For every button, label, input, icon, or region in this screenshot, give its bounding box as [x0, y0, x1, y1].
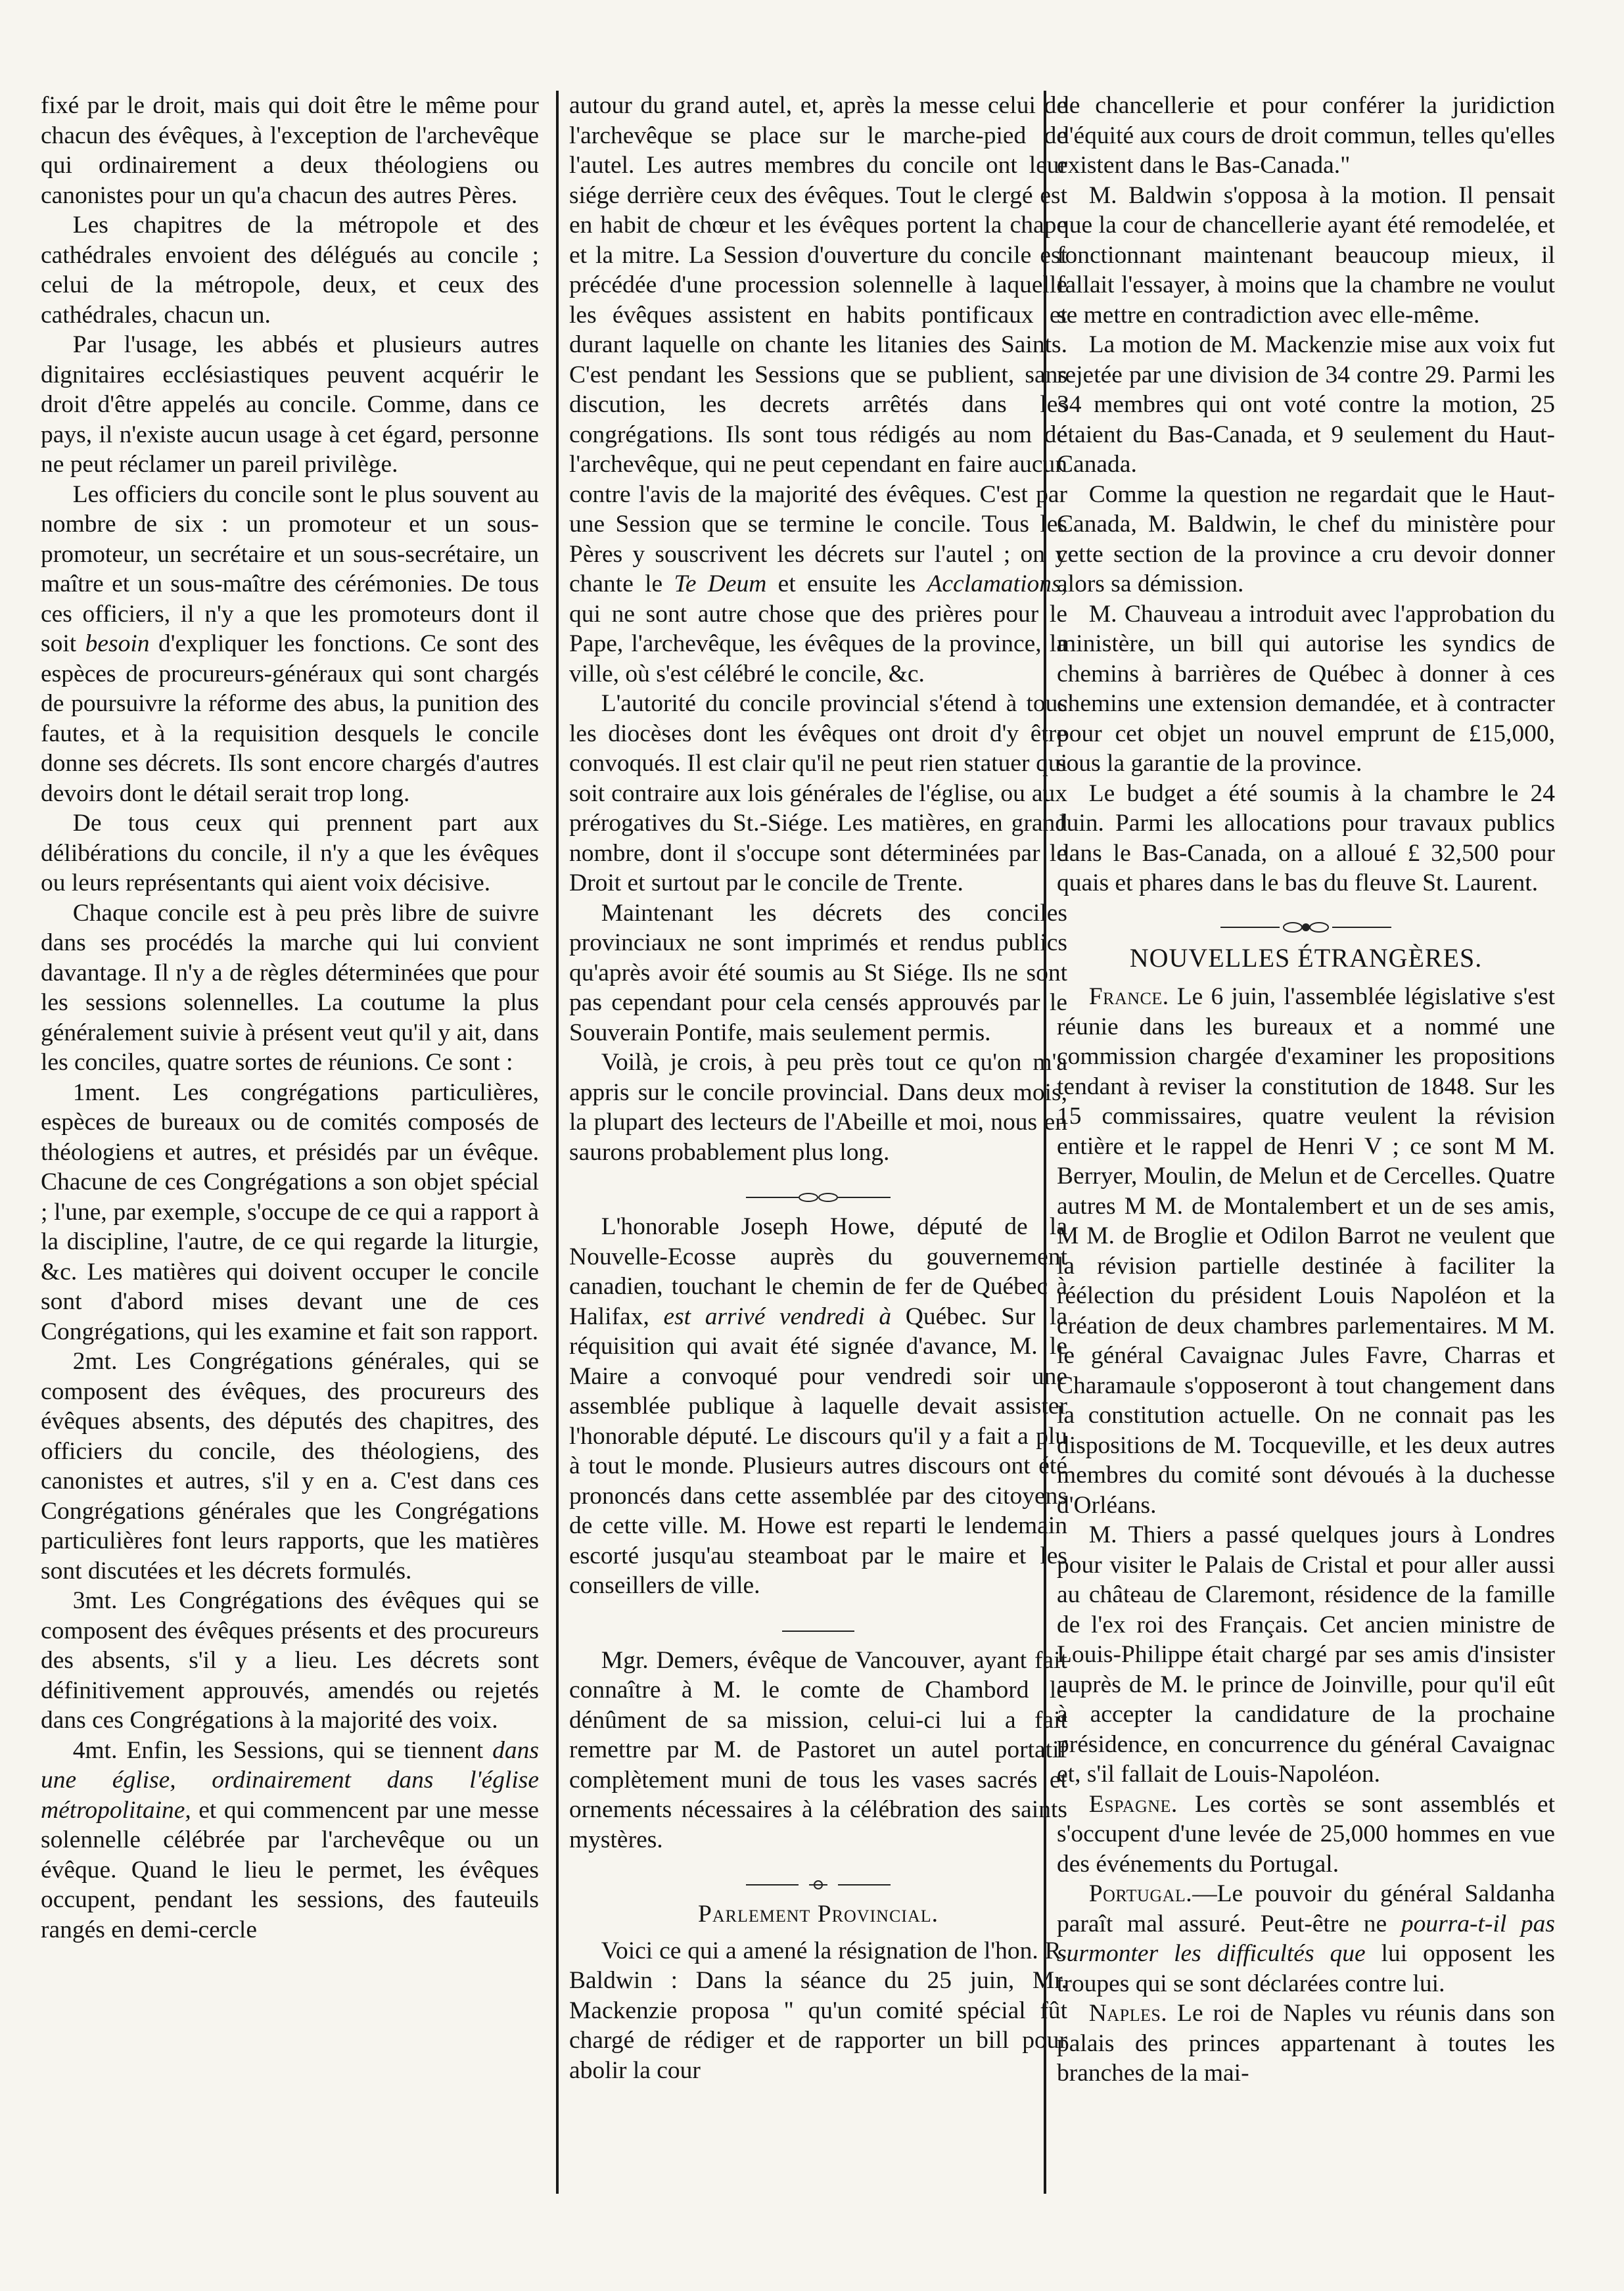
paragraph: L'autorité du concile provincial s'étend à tous les diocèses dont les évêques ont droit d'y être convoqués. Il est clair qu'il ne peut rien statuer qui soit contraire aux lois générales de l'église, ou aux prérogatives du St.-Siége. Les matières, en grand nombre, dont il s'occupe sont déterminées par le Droit et surtout par le concile de Trente.: [569, 690, 1067, 896]
paragraph: La motion de M. Mackenzie mise aux voix fut rejetée par une division de 34 contre 29. Parmi les 34 membres qui ont voté contre la motion, 25 étaient du Bas-Canada, et 9 seulement du Haut-Canada.: [1057, 331, 1555, 478]
paragraph: Les chapitres de la métropole et des cathédrales envoient des délégués au concile ; celui de la métropole, deux, et ceux des cathédrales, chacun un.: [41, 212, 539, 329]
italic-run: est arrivé vendredi à: [663, 1303, 892, 1330]
paragraph: 3mt. Les Congrégations des évêques qui se composent des évêques présents et des procureurs des absents, s'il y a lieu. Les décrets sont définitivement approuvés, amendés ou rejetés dans ces Congrégations à la majorité des voix.: [41, 1587, 539, 1734]
lead-word: Espagne.: [1088, 1790, 1178, 1818]
ornament-icon: [1220, 919, 1391, 935]
paragraph: Le budget a été soumis à la chambre le 24 Juin. Parmi les allocations pour travaux publics dans le Bas-Canada, on a alloué £ 32,500 pour quais et phares dans le bas du fleuve St. Laurent.: [1057, 779, 1555, 896]
text-run: Québec. Sur la réquisition qui avait été signée d'avance, M. le Maire a convoqué pour vendredi soir une assemblée publique à laquelle devait assister l'honorable député. Le discours qu'il y a fait a plu à tout le monde. Plusieurs autres discours ont été prononcés dans cette assemblée par des citoyens de cette ville. M. Howe est reparti le lendemain escorté jusqu'au steamboat par le maire et les conseillers de ville.: [569, 1303, 1067, 1599]
section-heading: Parlement Provincial.: [698, 1901, 939, 1928]
column-rule: [556, 91, 559, 2194]
paragraph: Par l'usage, les abbés et plusieurs autres dignitaires ecclésiastiques peuvent acquérir le droit d'être appelés au concile. Comme, dans ce pays, il n'existe aucun usage à cet égard, personne ne peut réclamer un pareil privilège.: [41, 331, 539, 478]
ornament-divider: [1057, 913, 1555, 926]
text-run: autour du grand autel, et, après la messe celui de l'archevêque se place sur le marche-pied de l'autel. Les autres membres du concile ont leur siége derrière ceux des évêques. Tout le clergé est en habit de chœur et les évêques portent la chape et la mitre. La Session d'ouverture du concile est précédée d'une procession solennelle à laquelle les évêques assistent en habits pontificaux et durant laquelle on chante les litanies des Saints. C'est pendant les Sessions que se publient, sans discution, les decrets arrêtés dans les congrégations. Ils sont tous rédigés au nom de l'archevêque, qui ne peut cependant en faire aucun contre l'avis de la majorité des évêques. C'est par une Session que se termine le concile. Tous les Pères y souscrivent les décrets sur l'autel ; on y chante le: [569, 92, 1067, 597]
text-run: 4mt. Enfin, les Sessions, qui se tiennent: [72, 1736, 493, 1764]
italic-run: pourra-t-il pas surmonter les difficultés que: [1057, 1910, 1555, 1967]
text-run: et ensuite les: [766, 570, 927, 597]
paragraph: M. Chauveau a introduit avec l'approbation du ministère, un bill qui autorise les syndics de chemins à barrières de Québec à donner à ces chemins une extension demandée, et à contracter pour cet objet un nouvel emprunt de £15,000, sous la garantie de la province.: [1057, 600, 1555, 777]
paragraph: De tous ceux qui prennent part aux délibérations du concile, il n'y a que les évêques ou leurs représentants qui aient voix décisive.: [41, 810, 539, 896]
text-run: L'honorable Joseph Howe, député de la Nouvelle-Ecosse auprès du gouvernement canadien, touchant le chemin de fer de Québec à Halifax,: [569, 1213, 1067, 1330]
lead-word: Naples.: [1088, 2000, 1168, 2027]
column-1: [41, 91, 539, 2266]
paragraph: Mgr. Demers, évêque de Vancouver, ayant fait connaître à M. le comte de Chambord le dénûment de sa mission, celui-ci lui a fait remettre par M. de Pastoret un autel portatif complètement muni de tous les vases sacrés et ornements nécessaires à la célébration des saints mystères.: [569, 1646, 1067, 1853]
paragraph: [1057, 1999, 1555, 2089]
italic-run: besoin: [85, 630, 150, 657]
text-run: qui ne sont autre chose que des prières pour le Pape, l'archevêque, les évêques de la province, la ville, où s'est célébré le concile, &c.: [569, 600, 1067, 687]
paragraph: [41, 480, 539, 809]
paragraph: [1057, 1879, 1555, 1999]
paragraph: [1057, 982, 1555, 1520]
text-run: —Le pouvoir du général Saldanha paraît mal assuré. Peut-être ne: [1057, 1880, 1555, 1937]
text-run: Les cortès se sont assemblés et s'occupent d'une levée de 25,000 hommes en vue des événements du Portugal.: [1057, 1790, 1555, 1878]
text-run: Le 6 juin, l'assemblée législative s'est réunie dans les bureaux et a nommé une commission chargée d'examiner les propositions tendant à reviser la constitution de 1848. Sur les 15 commissaires, quatre veulent la révision entière et le rappel de Henri V ; ce sont M M. Berryer, Moulin, de Melun et de Cercelles. Quatre autres M M. de Montalembert et un de ses amis, M M. de Broglie et Odilon Barrot ne veulent que la révision partielle destinée à faciliter la réélection du président Louis Napoléon et la création de deux chambres parlementaires. M M. le général Cavaignac Jules Favre, Charras et Charamaule s'opposeront à tout changement dans la constitution actuelle. On ne connait pas les dispositions de M. Tocqueville, et les deux autres membres du comité sont dévoués à la duchesse d'Orléans.: [1057, 983, 1555, 1519]
paragraph: M. Baldwin s'opposa à la motion. Il pensait que la cour de chancellerie ayant été remodelée, et fonctionnant maintenant beaucoup mieux, il fallait l'essayer, à moins que la chambre ne voulut se mettre en contradiction avec elle-même.: [1057, 181, 1555, 329]
text-run: d'expliquer les fonctions. Ce sont des espèces de procureurs-généraux qui sont chargés de poursuivre la réforme des abus, la punition des fautes, et à la requisition desquels le concile donne ses décrets. Ils sont encore chargés d'autres devoirs dont le détail serait trop long.: [41, 630, 539, 807]
column-2: [569, 91, 1067, 2266]
section-heading: NOUVELLES ÉTRANGÈRES.: [1129, 942, 1483, 973]
text-run: Le roi de Naples vu réunis dans son palais des princes appartenant à toutes les branches de la mai-: [1057, 2000, 1555, 2087]
ornament-icon: [746, 1878, 891, 1891]
italic-run: dans une église, ordinairement dans l'église métropolitaine,: [41, 1736, 539, 1824]
paragraph: [41, 1736, 539, 1945]
paragraph: [569, 1212, 1067, 1601]
ornament-divider: [569, 1869, 1067, 1882]
ornament-divider: [569, 1615, 1067, 1629]
italic-run: Te Deum: [674, 570, 767, 597]
ornament-icon: [746, 1191, 891, 1204]
text-run: lui opposent les troupes qui se sont déclarées contre lui.: [1057, 1940, 1555, 1997]
paragraph: [1057, 1790, 1555, 1880]
paragraph: Comme la question ne regardait que le Haut-Canada, M. Baldwin, le chef du ministère pour cette section de la province a cru devoir donner alors sa démission.: [1057, 480, 1555, 597]
ornament-divider: [569, 1182, 1067, 1195]
paragraph: de chancellerie et pour conférer la juridiction d'équité aux cours de droit commun, telles qu'elles existent dans le Bas-Canada.": [1057, 92, 1555, 179]
text-run: Les officiers du concile sont le plus souvent au nombre de six : un promoteur et un sous-promoteur, un secrétaire et un sous-secrétaire, un maître et un sous-maître des cérémonies. De tous ces officiers, il n'y a que les promoteurs dont il soit: [41, 480, 539, 657]
paragraph: fixé par le droit, mais qui doit être le même pour chacun des évêques, à l'exception de l'archevêque qui ordinairement a deux théologiens ou canonistes pour un qu'a chacun des autres Pères.: [41, 92, 539, 209]
text-run: et qui commencent par une messe solennelle célébrée par l'archevêque ou un évêque. Quand le lieu le permet, les évêques occupent, pendant les sessions, des fauteuils rangés en demi-cercle: [41, 1796, 539, 1943]
paragraph: 2mt. Les Congrégations générales, qui se composent des évêques, des procureurs des évêques absents, des députés des chapitres, des officiers du concile, des théologiens, des canonistes et autres, s'il y en a. C'est dans ces Congrégations générales que les Congrégations particulières font leurs rapports, que les matières sont discutées et les décrets formulés.: [41, 1348, 539, 1585]
column-3: [1057, 91, 1555, 2266]
paragraph: [569, 91, 1067, 689]
paragraph: Voilà, je crois, à peu près tout ce qu'on m'a appris sur le concile provincial. Dans deux mois, la plupart des lecteurs de l'Abeille et moi, nous en saurons probablement plus long.: [569, 1049, 1067, 1166]
paragraph: Maintenant les décrets des conciles provinciaux ne sont imprimés et rendus publics qu'après avoir été soumis au St Siége. Ils ne sont pas cependant pour cela censés approuvés par le Souverain Pontife, mais seulement permis.: [569, 899, 1067, 1046]
ornament-icon: [782, 1625, 854, 1638]
italic-run: Acclamations,: [927, 570, 1067, 597]
paragraph: Chaque concile est à peu près libre de suivre dans ses procédés la marche qui lui convient davantage. Il n'y a de règles déterminées que pour les sessions solennelles. La coutume la plus généralement suivie à présent veut qu'il y ait, dans les conciles, quatre sortes de réunions. Ce sont :: [41, 899, 539, 1076]
paragraph: Voici ce qui a amené la résignation de l'hon. R. Baldwin : Dans la séance du 25 juin, Mr. Mackenzie proposa " qu'un comité spécial fût chargé de rédiger et de rapporter un bill pour abolir la cour: [569, 1937, 1067, 2084]
lead-word: Portugal.: [1088, 1880, 1193, 1907]
paragraph: M. Thiers a passé quelques jours à Londres pour visiter le Palais de Cristal et pour aller aussi au château de Claremont, résidence de la famille de l'ex roi des Français. Cet ancien ministre de Louis-Philippe était chargé par ses amis d'insister auprès de M. le prince de Joinville, pour qu'il eût à accepter la candidature de la prochaine présidence, en concurrence du général Cavaignac et, s'il fallait de Louis-Napoléon.: [1057, 1521, 1555, 1788]
paragraph: 1ment. Les congrégations particulières, espèces de bureaux ou de comités composés de théologiens et autres, et présidés par un évêque. Chacune de ces Congrégations a son objet spécial ; l'une, par exemple, s'occupe de ce qui a rapport à la discipline, l'autre, de ce qui regarde la liturgie, &c. Les matières qui doivent occuper le concile sont d'abord mises devant une de ces Congrégations, qui les examine et fait son rapport.: [41, 1078, 539, 1345]
lead-word: France.: [1088, 983, 1169, 1010]
